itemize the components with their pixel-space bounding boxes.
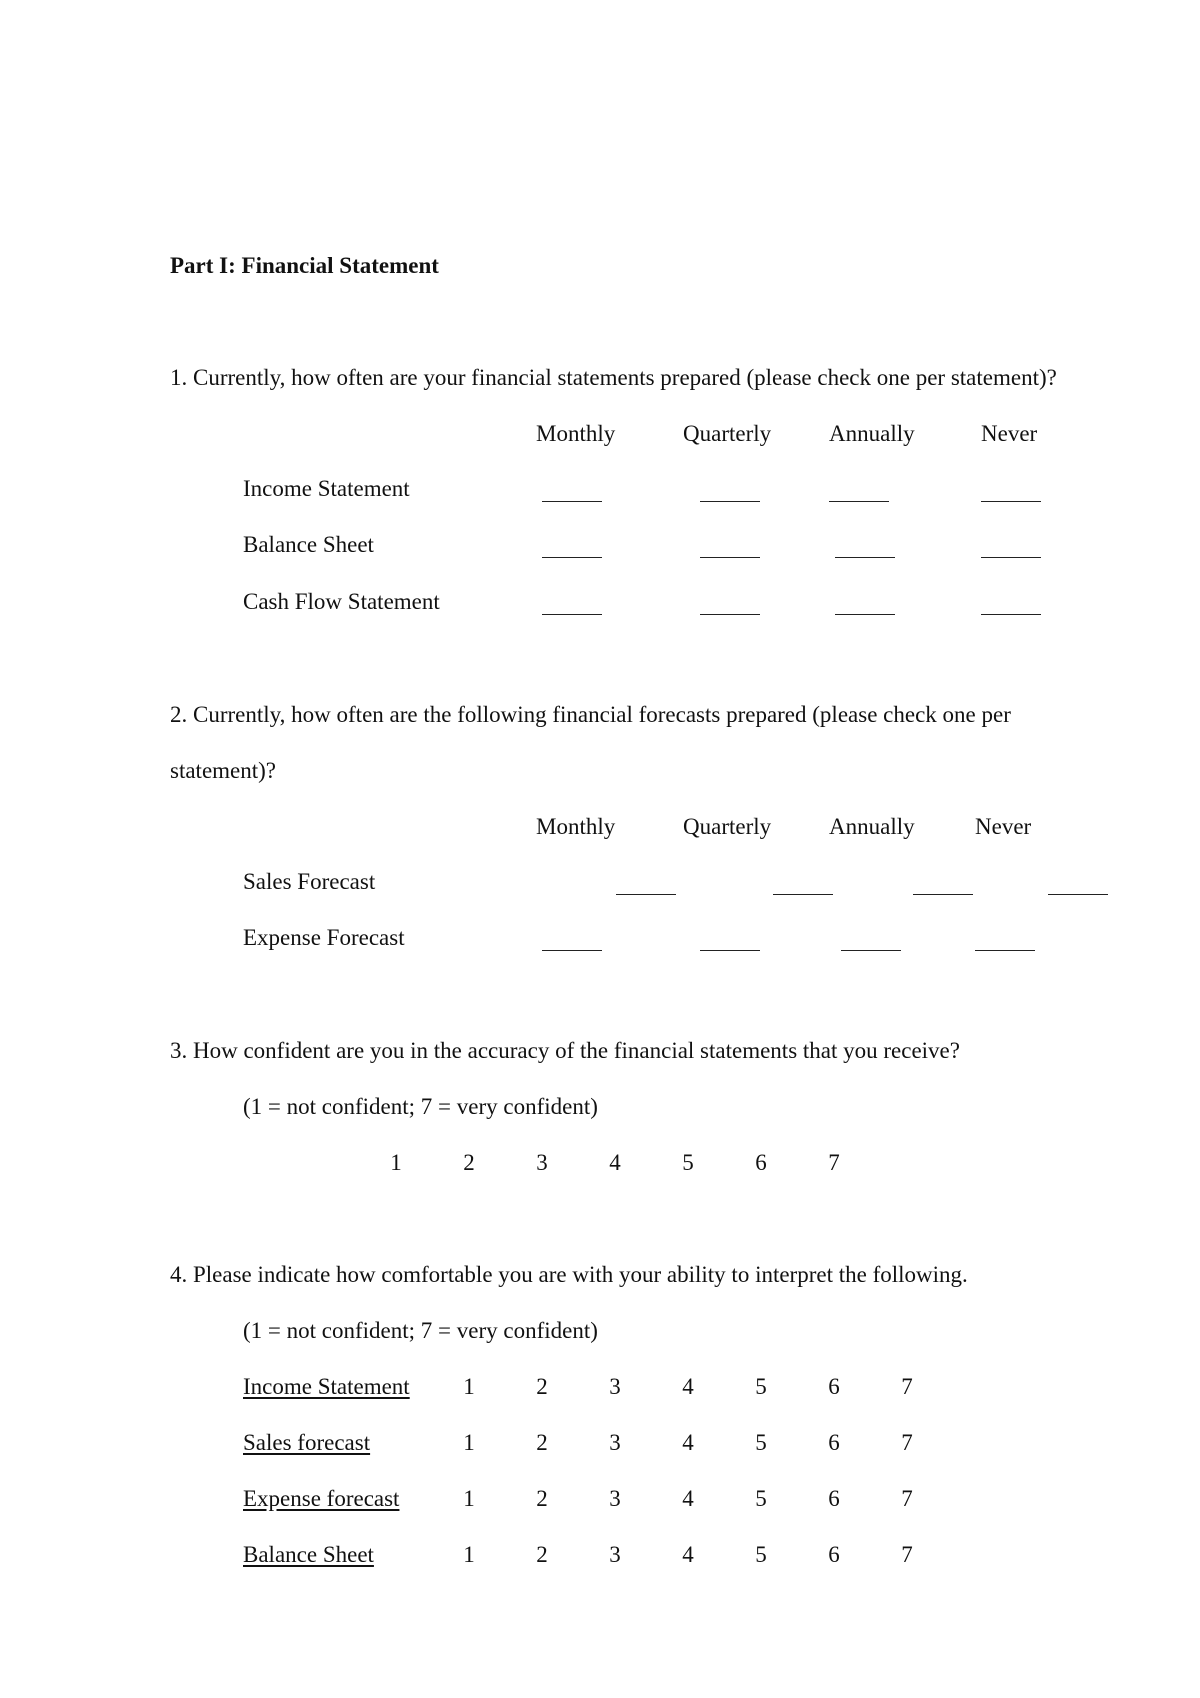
q1-balance-annually-blank[interactable]	[835, 557, 895, 558]
q1-balance-never-blank[interactable]	[981, 557, 1041, 558]
q1-column-quarterly: Quarterly	[683, 421, 772, 446]
q2-column-monthly: Monthly	[536, 814, 616, 839]
q2-expense-monthly-blank[interactable]	[542, 950, 602, 951]
question-2-text-line-2: statement)?	[170, 758, 277, 783]
q1-column-never: Never	[981, 421, 1038, 446]
q1-income-annually-blank[interactable]	[829, 501, 889, 502]
q4-sales-option-4[interactable]: 4	[682, 1430, 694, 1455]
q4-expense-option-1[interactable]: 1	[463, 1486, 475, 1511]
q4-expense-option-7[interactable]: 7	[901, 1486, 913, 1511]
q2-row-label-sales-forecast: Sales Forecast	[243, 869, 376, 894]
q4-income-option-6[interactable]: 6	[828, 1374, 840, 1399]
q4-expense-option-6[interactable]: 6	[828, 1486, 840, 1511]
q1-cashflow-monthly-blank[interactable]	[542, 614, 602, 615]
q2-column-annually: Annually	[829, 814, 915, 839]
q2-column-never: Never	[975, 814, 1032, 839]
q1-balance-monthly-blank[interactable]	[542, 557, 602, 558]
q4-sales-option-7[interactable]: 7	[901, 1430, 913, 1455]
q3-scale-option-6[interactable]: 6	[755, 1150, 767, 1175]
q2-column-quarterly: Quarterly	[683, 814, 772, 839]
part-title: Part I: Financial Statement	[170, 253, 439, 278]
q4-expense-option-4[interactable]: 4	[682, 1486, 694, 1511]
q1-income-monthly-blank[interactable]	[542, 501, 602, 502]
q1-cashflow-quarterly-blank[interactable]	[700, 614, 760, 615]
q1-income-quarterly-blank[interactable]	[700, 501, 760, 502]
q4-balance-option-1[interactable]: 1	[463, 1542, 475, 1567]
q4-balance-option-7[interactable]: 7	[901, 1542, 913, 1567]
q4-income-option-7[interactable]: 7	[901, 1374, 913, 1399]
q4-balance-option-5[interactable]: 5	[755, 1542, 767, 1567]
q4-balance-option-4[interactable]: 4	[682, 1542, 694, 1567]
q2-sales-never-blank[interactable]	[1048, 894, 1108, 895]
q1-income-never-blank[interactable]	[981, 501, 1041, 502]
q3-scale-option-5[interactable]: 5	[682, 1150, 694, 1175]
question-2-text-line-1: 2. Currently, how often are the following financial forecasts prepared (please check one per	[170, 702, 1011, 727]
q4-sales-option-6[interactable]: 6	[828, 1430, 840, 1455]
q4-row-label-expense-forecast: Expense forecast	[243, 1486, 400, 1511]
q4-sales-option-1[interactable]: 1	[463, 1430, 475, 1455]
q3-scale-option-1[interactable]: 1	[390, 1150, 402, 1175]
q4-sales-option-2[interactable]: 2	[536, 1430, 548, 1455]
q1-row-label-balance-sheet: Balance Sheet	[243, 532, 374, 557]
q3-scale-option-7[interactable]: 7	[828, 1150, 840, 1175]
q3-scale-option-4[interactable]: 4	[609, 1150, 621, 1175]
q2-row-label-expense-forecast: Expense Forecast	[243, 925, 405, 950]
q2-expense-quarterly-blank[interactable]	[700, 950, 760, 951]
q4-sales-option-3[interactable]: 3	[609, 1430, 621, 1455]
q3-scale-note: (1 = not confident; 7 = very confident)	[243, 1094, 598, 1119]
q2-sales-monthly-blank[interactable]	[616, 894, 676, 895]
q4-sales-option-5[interactable]: 5	[755, 1430, 767, 1455]
q2-expense-annually-blank[interactable]	[841, 950, 901, 951]
q4-row-label-income-statement: Income Statement	[243, 1374, 410, 1399]
q1-column-monthly: Monthly	[536, 421, 616, 446]
q4-expense-option-3[interactable]: 3	[609, 1486, 621, 1511]
q4-row-label-balance-sheet: Balance Sheet	[243, 1542, 374, 1567]
q1-balance-quarterly-blank[interactable]	[700, 557, 760, 558]
q4-expense-option-5[interactable]: 5	[755, 1486, 767, 1511]
question-4-text: 4. Please indicate how comfortable you are with your ability to interpret the following.	[170, 1262, 968, 1287]
q2-expense-never-blank[interactable]	[975, 950, 1035, 951]
q1-column-annually: Annually	[829, 421, 915, 446]
question-3-text: 3. How confident are you in the accuracy of the financial statements that you receive?	[170, 1038, 960, 1063]
q1-row-label-cash-flow-statement: Cash Flow Statement	[243, 589, 440, 614]
q4-income-option-5[interactable]: 5	[755, 1374, 767, 1399]
q1-row-label-income-statement: Income Statement	[243, 476, 410, 501]
question-1-text: 1. Currently, how often are your financial statements prepared (please check one per statement)?	[170, 365, 1057, 390]
q4-income-option-3[interactable]: 3	[609, 1374, 621, 1399]
q4-income-option-4[interactable]: 4	[682, 1374, 694, 1399]
q4-balance-option-6[interactable]: 6	[828, 1542, 840, 1567]
q4-balance-option-3[interactable]: 3	[609, 1542, 621, 1567]
q4-expense-option-2[interactable]: 2	[536, 1486, 548, 1511]
q3-scale-option-3[interactable]: 3	[536, 1150, 548, 1175]
q1-cashflow-annually-blank[interactable]	[835, 614, 895, 615]
q2-sales-quarterly-blank[interactable]	[773, 894, 833, 895]
q4-row-label-sales-forecast: Sales forecast	[243, 1430, 371, 1455]
q4-balance-option-2[interactable]: 2	[536, 1542, 548, 1567]
q4-scale-note: (1 = not confident; 7 = very confident)	[243, 1318, 598, 1343]
q1-cashflow-never-blank[interactable]	[981, 614, 1041, 615]
q2-sales-annually-blank[interactable]	[913, 894, 973, 895]
q4-income-option-1[interactable]: 1	[463, 1374, 475, 1399]
q4-income-option-2[interactable]: 2	[536, 1374, 548, 1399]
q3-scale-option-2[interactable]: 2	[463, 1150, 475, 1175]
